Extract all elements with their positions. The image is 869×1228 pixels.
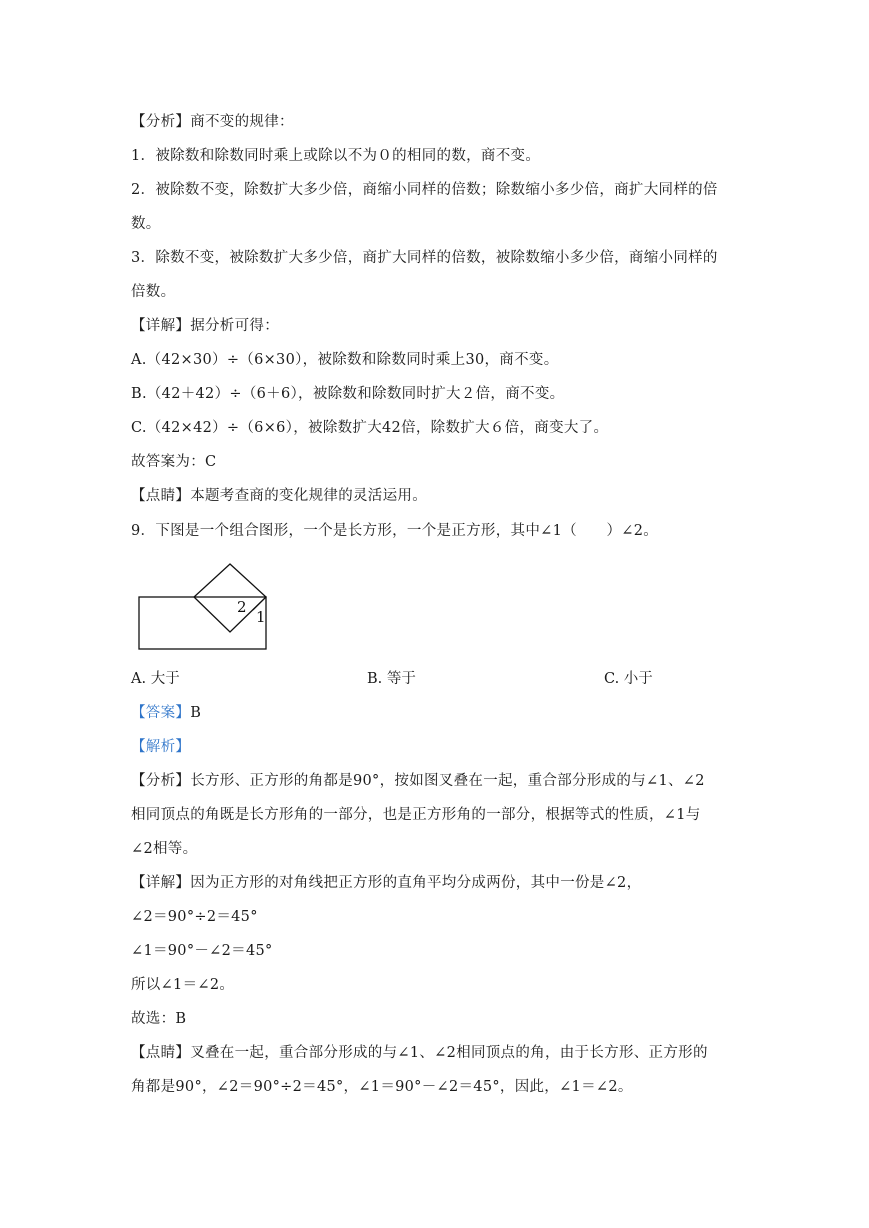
- rule-1: 1．被除数和除数同时乘上或除以不为０的相同的数，商不变。: [131, 148, 541, 164]
- option-c: C. 小于: [604, 671, 653, 687]
- q9-choice: 故选：B: [131, 1011, 187, 1027]
- rule-2-cont: 数。: [131, 216, 161, 232]
- q9-eq1: ∠2＝90°÷2＝45°: [131, 909, 258, 925]
- answer-tag: 【答案】: [131, 705, 191, 721]
- q9-comment: 【点睛】叉叠在一起，重合部分形成的与∠1、∠2相同顶点的角，由于长方形、正方形的: [131, 1045, 708, 1061]
- rule-3: 3．除数不变，被除数扩大多少倍，商扩大同样的倍数，被除数缩小多少倍，商缩小同样的: [131, 250, 718, 266]
- question-9: 9．下图是一个组合图形，一个是长方形，一个是正方形，其中∠1（ ）∠2。: [131, 523, 659, 539]
- q9-analysis-cont1: 相同顶点的角既是长方形角的一部分，也是正方形角的一部分，根据等式的性质，∠1与: [131, 807, 701, 823]
- q9-analysis-cont2: ∠2相等。: [131, 841, 198, 857]
- detail-c: C.（42×42）÷（6×6），被除数扩大42倍，除数扩大６倍，商变大了。: [131, 420, 609, 436]
- q9-eq2: ∠1＝90°－∠2＝45°: [131, 943, 273, 959]
- angle-2-label: 2: [237, 598, 247, 616]
- q9-analysis: 【分析】长方形、正方形的角都是90°，按如图叉叠在一起，重合部分形成的与∠1、∠2: [131, 773, 705, 789]
- rule-3-cont: 倍数。: [131, 284, 176, 300]
- answer-section: [131, 703, 201, 723]
- geometry-figure: [137, 560, 277, 660]
- rectangle-square-diagram: [137, 560, 277, 656]
- angle-1-label: 1: [256, 608, 266, 626]
- answer-value: B: [190, 705, 202, 721]
- option-a: A. 大于: [131, 671, 180, 687]
- detail-heading: 【详解】据分析可得：: [131, 318, 279, 334]
- analysis-tag: 【解析】: [131, 739, 191, 755]
- comment-line: 【点睛】本题考查商的变化规律的灵活运用。: [131, 488, 427, 504]
- q9-detail: 【详解】因为正方形的对角线把正方形的直角平均分成两份，其中一份是∠2，: [131, 875, 642, 891]
- option-b: B. 等于: [367, 671, 416, 687]
- analysis-heading: 【分析】商不变的规律：: [131, 114, 294, 130]
- q9-conclusion: 所以∠1＝∠2。: [131, 977, 235, 993]
- detail-b: B.（42＋42）÷（6＋6），被除数和除数同时扩大２倍，商不变。: [131, 386, 565, 402]
- rule-2: 2．被除数不变，除数扩大多少倍，商缩小同样的倍数；除数缩小多少倍，商扩大同样的倍: [131, 182, 718, 198]
- answer-line: 故答案为：C: [131, 454, 217, 470]
- detail-a: A.（42×30）÷（6×30），被除数和除数同时乘上30，商不变。: [131, 352, 559, 368]
- q9-comment-cont: 角都是90°，∠2＝90°÷2＝45°，∠1＝90°－∠2＝45°，因此，∠1＝∠2。: [131, 1079, 633, 1095]
